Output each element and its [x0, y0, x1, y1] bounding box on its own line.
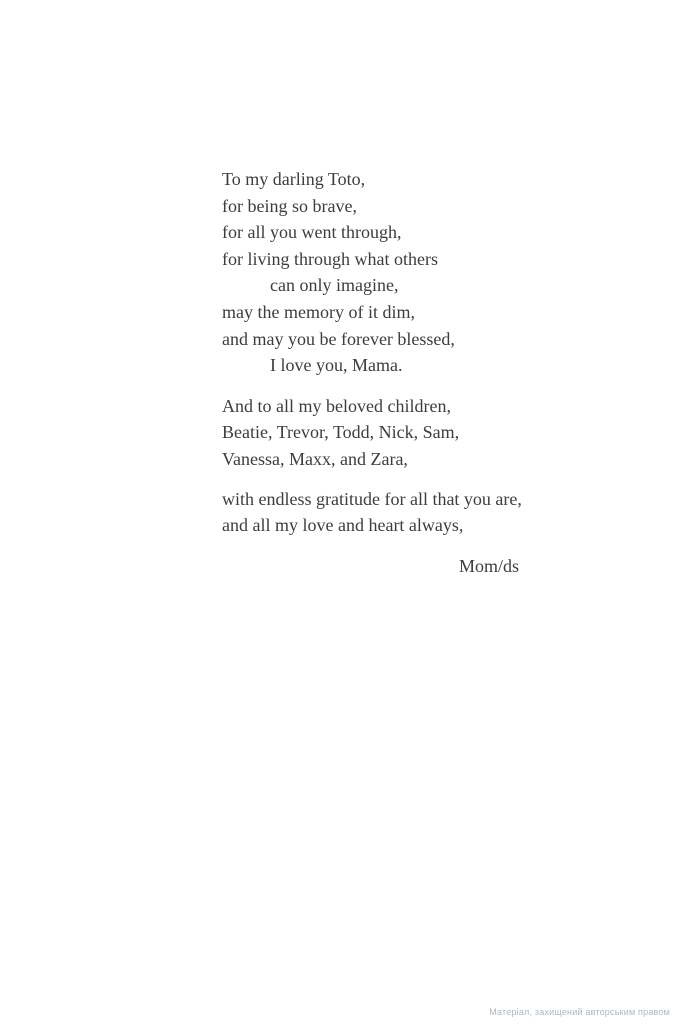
dedication-line: Beatie, Trevor, Todd, Nick, Sam, — [222, 422, 460, 443]
dedication-line: for living through what others — [222, 248, 438, 269]
dedication-line: may the memory of it dim, — [222, 301, 415, 322]
dedication-stanza-1 — [222, 166, 522, 379]
dedication-line: Vanessa, Maxx, and Zara, — [222, 448, 408, 469]
dedication-stanza-2 — [222, 393, 522, 473]
dedication-line: can only imagine, — [270, 275, 399, 296]
dedication-line: with endless gratitude for all that you are, — [222, 488, 522, 509]
dedication-line: for all you went through, — [222, 222, 402, 243]
copyright-watermark: Матеріал, захищений авторським правом — [489, 1007, 670, 1017]
dedication-text — [222, 166, 522, 579]
dedication-line: To my darling Toto, — [222, 169, 366, 189]
dedication-stanza-3 — [222, 486, 522, 539]
dedication-line: for being so brave, — [222, 195, 357, 216]
dedication-line: I love you, Mama. — [270, 355, 403, 376]
dedication-line: and all my love and heart always, — [222, 515, 464, 536]
dedication-line: and may you be forever blessed, — [222, 328, 455, 349]
dedication-signature: Mom/ds — [458, 555, 519, 576]
dedication-line: And to all my beloved children, — [222, 395, 451, 416]
